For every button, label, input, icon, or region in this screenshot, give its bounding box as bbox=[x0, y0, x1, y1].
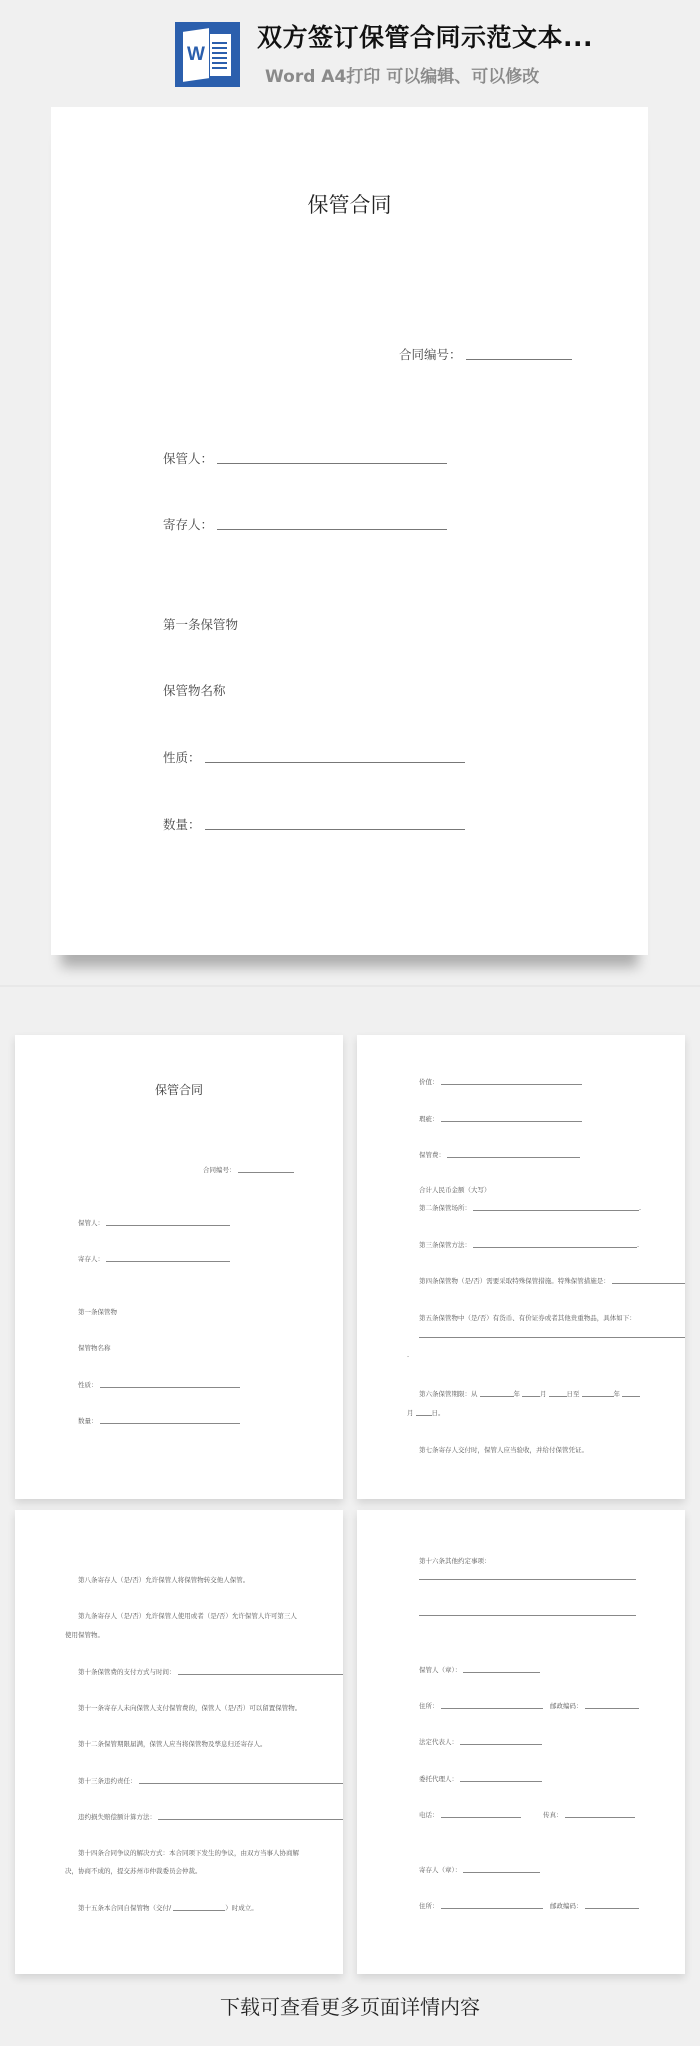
document-subtitle: Word A4打印 可以编辑、可以修改 bbox=[265, 67, 540, 87]
thumb2-art5-line bbox=[419, 1337, 685, 1338]
thumb4-postcode2: 邮政编码： bbox=[550, 1901, 639, 1910]
quantity-field bbox=[163, 815, 465, 833]
contract-number-label: 合同编号： bbox=[399, 347, 462, 362]
thumb3-art15: 第十五条本合同自保管物（交付/ ）时成立。 bbox=[78, 1904, 258, 1912]
thumb4-phone: 电话： bbox=[419, 1810, 521, 1819]
thumb2-art6: 第六条保管期限：从 年 月 日至 年 bbox=[419, 1389, 640, 1398]
thumb3-art12: 第十二条保管期限届满，保管人应当将保管物及孳息归还寄存人。 bbox=[78, 1740, 267, 1748]
thumb3-art9-b: 使用保管物。 bbox=[65, 1631, 104, 1639]
quantity-label: 数量： bbox=[163, 817, 201, 832]
thumb1-nature: 性质： bbox=[78, 1380, 240, 1389]
thumb2-art4: 第四条保管物（是/否）需要采取特殊保管措施。特殊保管措施是： bbox=[419, 1276, 685, 1285]
word-letter: W bbox=[187, 44, 205, 65]
thumb4-agent: 委托代理人： bbox=[419, 1774, 542, 1783]
thumb3-art14-b: 决，协商不成的，提交苏州市仲裁委员会仲裁。 bbox=[65, 1867, 202, 1875]
custodian-label: 保管人： bbox=[163, 451, 214, 466]
thumb2-fee: 保管费： bbox=[419, 1150, 580, 1159]
thumb1-title: 保管合同 bbox=[154, 1083, 203, 1097]
thumb3-art14-a: 第十四条合同争议的解决方式：本合同项下发生的争议，由双方当事人协商解 bbox=[78, 1849, 299, 1857]
thumb2-art7: 第七条寄存人交付时，保管人应当验收，并给付保管凭证。 bbox=[419, 1446, 588, 1454]
main-page-preview bbox=[51, 107, 648, 955]
thumb2-dot: . bbox=[407, 1351, 410, 1359]
thumb2-art6-cont: 月 日。 bbox=[407, 1409, 445, 1417]
download-more-prompt[interactable]: 下载可查看更多页面详情内容 bbox=[220, 1995, 480, 2019]
thumb1-depositor: 寄存人： bbox=[78, 1254, 230, 1263]
header bbox=[0, 0, 700, 98]
thumb4-line-2 bbox=[419, 1615, 636, 1616]
custodian-field bbox=[163, 449, 447, 467]
item-name-label: 保管物名称 bbox=[163, 683, 226, 698]
depositor-label: 寄存人： bbox=[163, 517, 214, 532]
thumb3-art13: 第十三条违约责任： bbox=[78, 1776, 343, 1785]
nature-field bbox=[163, 748, 465, 766]
thumb1-contract-no: 合同编号： bbox=[203, 1165, 294, 1174]
thumb2-art3: 第三条保管方法： . bbox=[419, 1241, 640, 1249]
article-1-heading: 第一条保管物 bbox=[163, 617, 239, 632]
thumb3-art9-a: 第九条寄存人（是/否）允许保管人使用或者（是/否）允许保管人许可第三人 bbox=[78, 1612, 297, 1620]
thumb4-fax: 传真： bbox=[543, 1810, 635, 1819]
thumb4-line-1 bbox=[419, 1579, 636, 1580]
document-title: 双方签订保管合同示范文本... bbox=[257, 23, 593, 52]
thumbnail-page-4[interactable] bbox=[357, 1510, 685, 1974]
depositor-field bbox=[163, 515, 447, 533]
word-document-icon bbox=[175, 22, 240, 87]
thumb4-art16: 第十六条其他约定事项： bbox=[419, 1557, 491, 1565]
thumb4-postcode: 邮政编码： bbox=[550, 1701, 639, 1710]
thumb1-quantity: 数量： bbox=[78, 1416, 240, 1425]
thumb2-total-rmb: 合计人民币金额（大写） bbox=[419, 1186, 491, 1194]
thumb4-custodian-seal: 保管人（章）： bbox=[419, 1665, 540, 1674]
thumb1-article1: 第一条保管物 bbox=[78, 1308, 117, 1316]
thumb2-defect: 瑕疵： bbox=[419, 1114, 582, 1123]
section-divider bbox=[0, 985, 700, 987]
thumb1-item-name: 保管物名称 bbox=[78, 1344, 111, 1352]
thumb2-value: 价值： bbox=[419, 1077, 582, 1086]
thumb4-depositor-seal: 寄存人（章）： bbox=[419, 1865, 540, 1874]
thumb1-custodian: 保管人： bbox=[78, 1218, 230, 1227]
thumb4-address: 住所： bbox=[419, 1701, 543, 1710]
thumb4-legal-rep: 法定代表人： bbox=[419, 1737, 542, 1746]
thumb3-art8: 第八条寄存人（是/否）允许保管人将保管物转交他人保管。 bbox=[78, 1576, 250, 1584]
nature-label: 性质： bbox=[163, 750, 201, 765]
thumb3-art11: 第十一条寄存人未向保管人支付保管费的，保管人（是/否）可以留置保管物。 bbox=[78, 1704, 302, 1712]
thumbnail-page-2[interactable] bbox=[357, 1035, 685, 1499]
contract-number-field bbox=[399, 345, 572, 363]
thumb3-art10: 第十条保管费的支付方式与时间： bbox=[78, 1667, 343, 1676]
thumbnail-page-3[interactable] bbox=[15, 1510, 343, 1974]
contract-title: 保管合同 bbox=[307, 193, 392, 217]
thumb2-art5: 第五条保管物中（是/否）有货币、有价证券或者其他贵重物品，具体如下： bbox=[419, 1314, 636, 1322]
thumbnail-page-1[interactable] bbox=[15, 1035, 343, 1499]
thumb3-penalty: 违约损失赔偿额计算方法： bbox=[78, 1812, 343, 1821]
thumb4-address2: 住所： bbox=[419, 1901, 543, 1910]
thumb2-art2: 第二条保管场所： . bbox=[419, 1204, 642, 1212]
